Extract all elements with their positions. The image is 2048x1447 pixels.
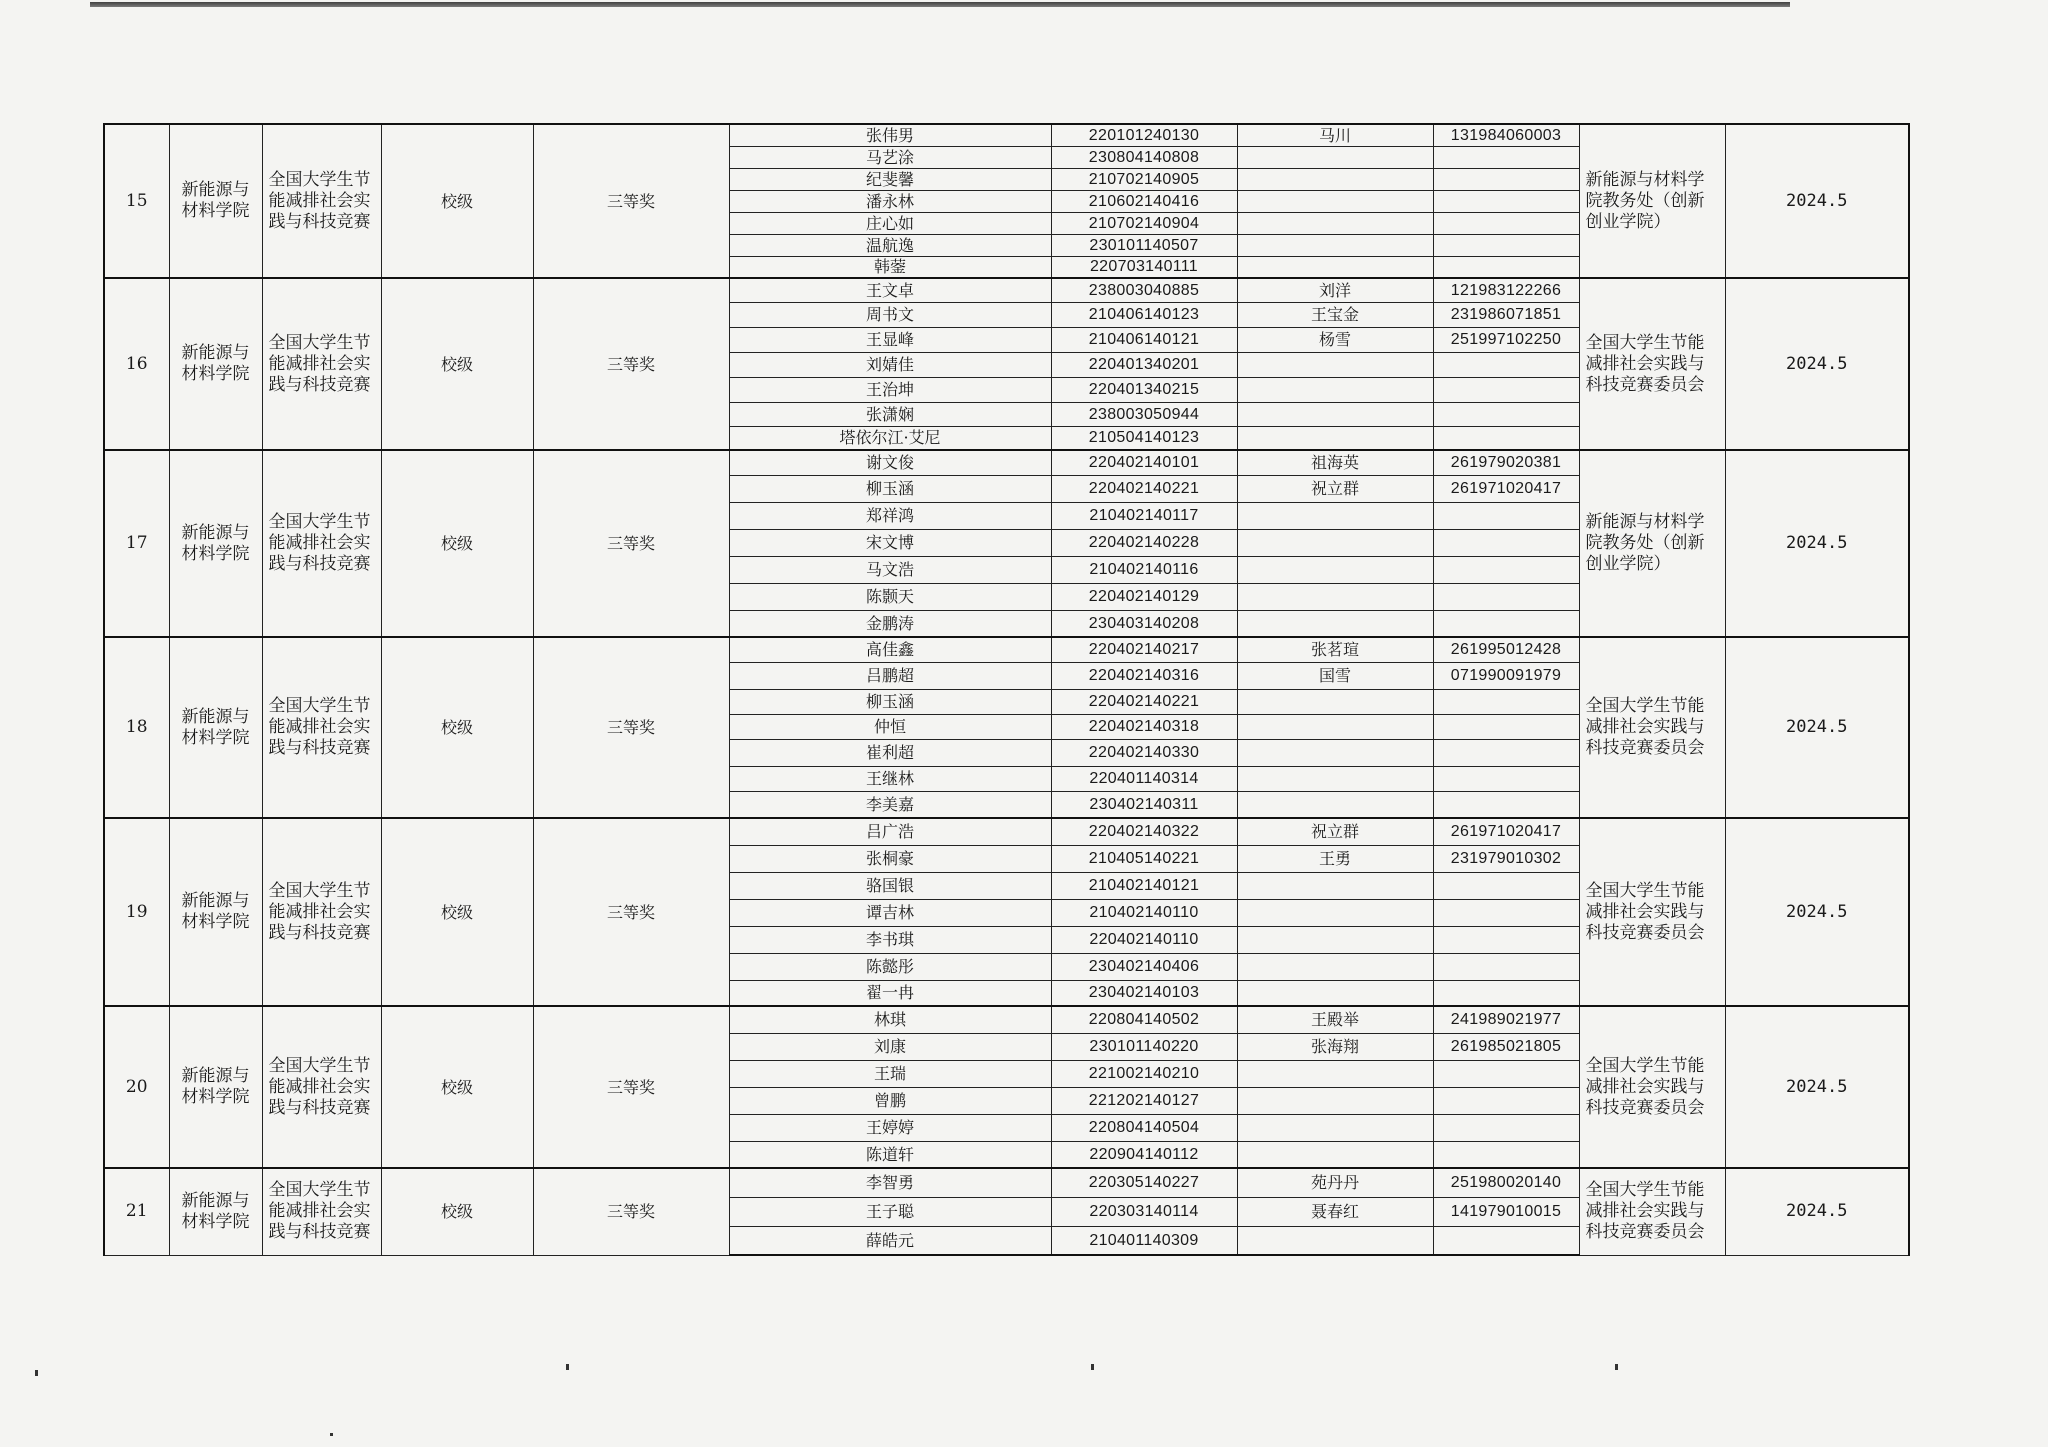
teacher-id: [1433, 739, 1579, 766]
student-name: 陈懿彤: [729, 953, 1051, 980]
student-id: 210504140123: [1051, 426, 1237, 450]
student-id: 220804140502: [1051, 1006, 1237, 1033]
entry-number: 20: [104, 1006, 169, 1168]
student-id: 210402140117: [1051, 502, 1237, 529]
student-name: 郑祥鸿: [729, 502, 1051, 529]
teacher-id: 231979010302: [1433, 845, 1579, 872]
teacher-id: 141979010015: [1433, 1197, 1579, 1226]
teacher-name: [1237, 377, 1433, 402]
competition-name: 全国大学生节能减排社会实践与科技竞赛: [262, 450, 381, 637]
competition-name: 全国大学生节能减排社会实践与科技竞赛: [262, 1168, 381, 1255]
table-row: [104, 450, 1909, 475]
student-name: 陈颢天: [729, 583, 1051, 610]
student-name: 骆国银: [729, 872, 1051, 899]
student-name: 张潇娴: [729, 402, 1051, 426]
teacher-id: [1433, 926, 1579, 953]
teacher-name: [1237, 426, 1433, 450]
teacher-id: [1433, 212, 1579, 234]
student-id: 230804140808: [1051, 146, 1237, 168]
student-name: 王治坤: [729, 377, 1051, 402]
teacher-name: [1237, 739, 1433, 766]
teacher-id: [1433, 426, 1579, 450]
student-name: 柳玉涵: [729, 689, 1051, 714]
scan-speck: [1615, 1364, 1618, 1370]
student-name: 薛皓元: [729, 1226, 1051, 1255]
teacher-id: [1433, 1114, 1579, 1141]
student-name: 翟一冉: [729, 980, 1051, 1006]
teacher-id: [1433, 583, 1579, 610]
student-id: 221202140127: [1051, 1087, 1237, 1114]
student-name: 崔利超: [729, 739, 1051, 766]
student-id: 210406140121: [1051, 327, 1237, 352]
teacher-name: [1237, 529, 1433, 556]
student-name: 温航逸: [729, 234, 1051, 256]
teacher-name: [1237, 1060, 1433, 1087]
teacher-name: [1237, 766, 1433, 791]
award-date: 2024.5: [1725, 637, 1909, 818]
student-id: 220303140114: [1051, 1197, 1237, 1226]
student-id: 220402140221: [1051, 475, 1237, 502]
teacher-id: 251980020140: [1433, 1168, 1579, 1197]
table-row: [104, 124, 1909, 146]
teacher-id: 251997102250: [1433, 327, 1579, 352]
student-name: 宋文博: [729, 529, 1051, 556]
teacher-id: [1433, 529, 1579, 556]
teacher-name: [1237, 953, 1433, 980]
teacher-id: [1433, 766, 1579, 791]
teacher-id: [1433, 899, 1579, 926]
student-id: 220402140322: [1051, 818, 1237, 845]
student-name: 谢文俊: [729, 450, 1051, 475]
student-name: 林琪: [729, 1006, 1051, 1033]
student-name: 周书文: [729, 302, 1051, 327]
table-row: [104, 637, 1909, 662]
entry-number: 17: [104, 450, 169, 637]
teacher-name: [1237, 899, 1433, 926]
student-name: 金鹏涛: [729, 610, 1051, 637]
entry-number: 16: [104, 278, 169, 450]
student-id: 220402140316: [1051, 662, 1237, 689]
teacher-name: 祖海英: [1237, 450, 1433, 475]
teacher-id: 071990091979: [1433, 662, 1579, 689]
scan-speck: [566, 1364, 569, 1370]
student-name: 庄心如: [729, 212, 1051, 234]
teacher-id: [1433, 1226, 1579, 1255]
student-id: 210702140905: [1051, 168, 1237, 190]
award-level: 校级: [381, 1006, 533, 1168]
student-id: 230402140311: [1051, 791, 1237, 818]
teacher-id: [1433, 402, 1579, 426]
teacher-id: [1433, 1060, 1579, 1087]
teacher-id: [1433, 714, 1579, 739]
student-id: 210406140123: [1051, 302, 1237, 327]
teacher-name: [1237, 1087, 1433, 1114]
student-name: 王瑞: [729, 1060, 1051, 1087]
student-id: 220401340215: [1051, 377, 1237, 402]
teacher-name: [1237, 168, 1433, 190]
student-id: 230402140103: [1051, 980, 1237, 1006]
student-name: 塔依尔江·艾尼: [729, 426, 1051, 450]
teacher-id: 261971020417: [1433, 818, 1579, 845]
student-name: 王显峰: [729, 327, 1051, 352]
teacher-id: [1433, 234, 1579, 256]
award-level: 校级: [381, 124, 533, 278]
teacher-id: [1433, 190, 1579, 212]
award-table: [103, 123, 1910, 1256]
teacher-id: 241989021977: [1433, 1006, 1579, 1033]
student-id: 221002140210: [1051, 1060, 1237, 1087]
teacher-name: [1237, 872, 1433, 899]
student-id: 238003040885: [1051, 278, 1237, 302]
student-name: 刘婧佳: [729, 352, 1051, 377]
teacher-id: [1433, 1087, 1579, 1114]
award-date: 2024.5: [1725, 450, 1909, 637]
student-name: 李智勇: [729, 1168, 1051, 1197]
college-name: 新能源与材料学院: [169, 1006, 262, 1168]
student-name: 仲恒: [729, 714, 1051, 739]
student-name: 吕鹏超: [729, 662, 1051, 689]
award-grade: 三等奖: [533, 278, 729, 450]
entry-number: 18: [104, 637, 169, 818]
teacher-id: [1433, 1141, 1579, 1168]
table-row: [104, 1006, 1909, 1033]
teacher-id: [1433, 352, 1579, 377]
teacher-name: 张茗瑄: [1237, 637, 1433, 662]
award-date: 2024.5: [1725, 1168, 1909, 1255]
teacher-name: [1237, 234, 1433, 256]
teacher-name: [1237, 1114, 1433, 1141]
teacher-name: 国雪: [1237, 662, 1433, 689]
award-grade: 三等奖: [533, 818, 729, 1006]
teacher-name: 张海翔: [1237, 1033, 1433, 1060]
teacher-id: [1433, 689, 1579, 714]
entry-number: 21: [104, 1168, 169, 1255]
teacher-name: [1237, 556, 1433, 583]
table-row: [104, 278, 1909, 302]
teacher-name: 王勇: [1237, 845, 1433, 872]
teacher-name: [1237, 256, 1433, 278]
teacher-name: 聂春红: [1237, 1197, 1433, 1226]
teacher-name: [1237, 791, 1433, 818]
student-name: 吕广浩: [729, 818, 1051, 845]
entry-number: 15: [104, 124, 169, 278]
student-id: 210702140904: [1051, 212, 1237, 234]
student-id: 210602140416: [1051, 190, 1237, 212]
scan-speck: [1091, 1364, 1094, 1370]
teacher-id: [1433, 146, 1579, 168]
award-grade: 三等奖: [533, 124, 729, 278]
award-date: 2024.5: [1725, 278, 1909, 450]
table-row: [104, 818, 1909, 845]
teacher-name: [1237, 212, 1433, 234]
college-name: 新能源与材料学院: [169, 278, 262, 450]
student-name: 刘康: [729, 1033, 1051, 1060]
teacher-id: [1433, 377, 1579, 402]
student-id: 220401340201: [1051, 352, 1237, 377]
student-id: 220402140228: [1051, 529, 1237, 556]
issuing-body: 全国大学生节能减排社会实践与科技竞赛委员会: [1579, 1168, 1725, 1255]
teacher-id: [1433, 556, 1579, 583]
college-name: 新能源与材料学院: [169, 124, 262, 278]
student-name: 张伟男: [729, 124, 1051, 146]
issuing-body: 新能源与材料学院教务处（创新创业学院）: [1579, 124, 1725, 278]
teacher-id: 231986071851: [1433, 302, 1579, 327]
student-id: 238003050944: [1051, 402, 1237, 426]
teacher-id: [1433, 953, 1579, 980]
competition-name: 全国大学生节能减排社会实践与科技竞赛: [262, 637, 381, 818]
award-date: 2024.5: [1725, 818, 1909, 1006]
student-name: 马文浩: [729, 556, 1051, 583]
scan-edge-line: [90, 2, 1790, 7]
teacher-id: [1433, 791, 1579, 818]
teacher-id: 261979020381: [1433, 450, 1579, 475]
issuing-body: 全国大学生节能减排社会实践与科技竞赛委员会: [1579, 278, 1725, 450]
student-id: 210405140221: [1051, 845, 1237, 872]
teacher-name: [1237, 1226, 1433, 1255]
student-id: 220101240130: [1051, 124, 1237, 146]
college-name: 新能源与材料学院: [169, 450, 262, 637]
student-id: 220402140318: [1051, 714, 1237, 739]
teacher-name: 祝立群: [1237, 818, 1433, 845]
teacher-id: 121983122266: [1433, 278, 1579, 302]
student-name: 王子聪: [729, 1197, 1051, 1226]
student-name: 韩蓥: [729, 256, 1051, 278]
teacher-name: [1237, 146, 1433, 168]
college-name: 新能源与材料学院: [169, 818, 262, 1006]
teacher-id: 261985021805: [1433, 1033, 1579, 1060]
teacher-name: 王宝金: [1237, 302, 1433, 327]
teacher-id: 261995012428: [1433, 637, 1579, 662]
teacher-name: 苑丹丹: [1237, 1168, 1433, 1197]
award-level: 校级: [381, 278, 533, 450]
award-grade: 三等奖: [533, 1006, 729, 1168]
student-id: 210402140121: [1051, 872, 1237, 899]
entry-number: 19: [104, 818, 169, 1006]
student-name: 谭吉林: [729, 899, 1051, 926]
student-id: 220402140330: [1051, 739, 1237, 766]
award-level: 校级: [381, 818, 533, 1006]
award-date: 2024.5: [1725, 124, 1909, 278]
student-id: 220402140217: [1051, 637, 1237, 662]
teacher-name: 马川: [1237, 124, 1433, 146]
teacher-name: 祝立群: [1237, 475, 1433, 502]
student-id: 230101140507: [1051, 234, 1237, 256]
competition-name: 全国大学生节能减排社会实践与科技竞赛: [262, 1006, 381, 1168]
issuing-body: 全国大学生节能减排社会实践与科技竞赛委员会: [1579, 637, 1725, 818]
student-id: 230403140208: [1051, 610, 1237, 637]
teacher-id: [1433, 980, 1579, 1006]
student-id: 230101140220: [1051, 1033, 1237, 1060]
teacher-name: [1237, 502, 1433, 529]
teacher-id: 131984060003: [1433, 124, 1579, 146]
student-id: 230402140406: [1051, 953, 1237, 980]
teacher-id: [1433, 502, 1579, 529]
student-id: 220401140314: [1051, 766, 1237, 791]
scan-speck: [330, 1433, 333, 1436]
student-name: 高佳鑫: [729, 637, 1051, 662]
student-id: 220402140129: [1051, 583, 1237, 610]
award-grade: 三等奖: [533, 450, 729, 637]
teacher-id: [1433, 872, 1579, 899]
teacher-id: [1433, 610, 1579, 637]
student-id: 220402140221: [1051, 689, 1237, 714]
award-level: 校级: [381, 1168, 533, 1255]
competition-name: 全国大学生节能减排社会实践与科技竞赛: [262, 818, 381, 1006]
student-name: 王文卓: [729, 278, 1051, 302]
award-level: 校级: [381, 450, 533, 637]
college-name: 新能源与材料学院: [169, 637, 262, 818]
student-id: 210402140116: [1051, 556, 1237, 583]
table-body: [104, 124, 1909, 1255]
student-id: 220804140504: [1051, 1114, 1237, 1141]
student-name: 陈道轩: [729, 1141, 1051, 1168]
student-name: 李美嘉: [729, 791, 1051, 818]
student-id: 220703140111: [1051, 256, 1237, 278]
issuing-body: 全国大学生节能减排社会实践与科技竞赛委员会: [1579, 818, 1725, 1006]
student-name: 曾鹏: [729, 1087, 1051, 1114]
teacher-name: [1237, 926, 1433, 953]
teacher-name: 刘洋: [1237, 278, 1433, 302]
teacher-name: [1237, 402, 1433, 426]
student-id: 210401140309: [1051, 1226, 1237, 1255]
issuing-body: 新能源与材料学院教务处（创新创业学院）: [1579, 450, 1725, 637]
student-id: 220305140227: [1051, 1168, 1237, 1197]
student-name: 王继林: [729, 766, 1051, 791]
student-name: 纪斐馨: [729, 168, 1051, 190]
table-row: [104, 1168, 1909, 1197]
competition-name: 全国大学生节能减排社会实践与科技竞赛: [262, 278, 381, 450]
student-name: 李书琪: [729, 926, 1051, 953]
student-id: 210402140110: [1051, 899, 1237, 926]
teacher-name: [1237, 1141, 1433, 1168]
college-name: 新能源与材料学院: [169, 1168, 262, 1255]
teacher-name: [1237, 714, 1433, 739]
teacher-name: 杨雪: [1237, 327, 1433, 352]
teacher-name: [1237, 610, 1433, 637]
award-grade: 三等奖: [533, 637, 729, 818]
student-name: 柳玉涵: [729, 475, 1051, 502]
award-level: 校级: [381, 637, 533, 818]
student-id: 220402140101: [1051, 450, 1237, 475]
scan-speck: [35, 1370, 38, 1376]
teacher-id: [1433, 168, 1579, 190]
teacher-name: [1237, 352, 1433, 377]
student-name: 王婷婷: [729, 1114, 1051, 1141]
student-name: 马艺涂: [729, 146, 1051, 168]
issuing-body: 全国大学生节能减排社会实践与科技竞赛委员会: [1579, 1006, 1725, 1168]
teacher-id: 261971020417: [1433, 475, 1579, 502]
teacher-name: [1237, 689, 1433, 714]
student-name: 潘永林: [729, 190, 1051, 212]
teacher-name: [1237, 980, 1433, 1006]
student-id: 220402140110: [1051, 926, 1237, 953]
teacher-name: [1237, 190, 1433, 212]
student-id: 220904140112: [1051, 1141, 1237, 1168]
award-grade: 三等奖: [533, 1168, 729, 1255]
award-date: 2024.5: [1725, 1006, 1909, 1168]
competition-name: 全国大学生节能减排社会实践与科技竞赛: [262, 124, 381, 278]
teacher-id: [1433, 256, 1579, 278]
teacher-name: 王殿举: [1237, 1006, 1433, 1033]
teacher-name: [1237, 583, 1433, 610]
student-name: 张桐豪: [729, 845, 1051, 872]
